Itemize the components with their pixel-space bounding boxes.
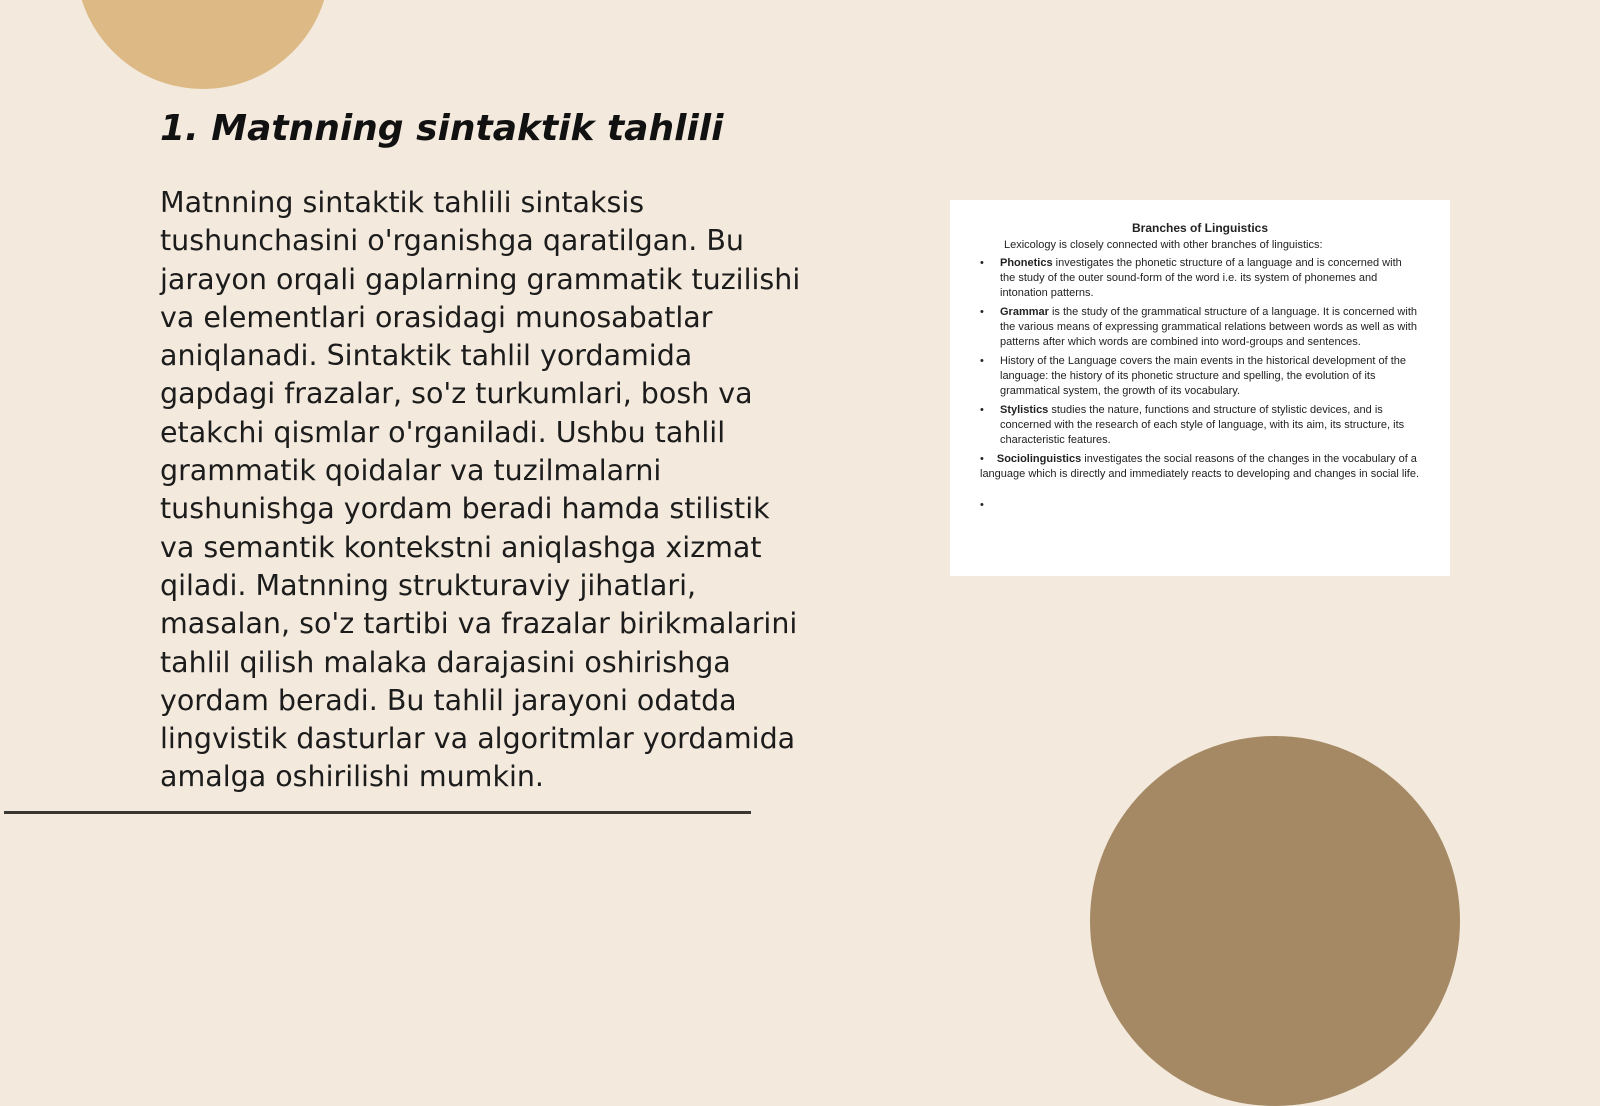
doc-item-term: Grammar: [1000, 306, 1049, 318]
doc-item-text: is the study of the grammatical structure of a language. It is concerned with the various means of expressing grammatical relations between words as well as with patterns after which words are combined into word-groups and sentences.: [1000, 306, 1417, 348]
doc-item-term: Phonetics: [1000, 257, 1053, 269]
doc-item-text: studies the nature, functions and structure of stylistic devices, and is concerned with the research of each style of language, with its aim, its structure, its characteristic features.: [1000, 404, 1405, 446]
linguistics-document-image: [950, 200, 1450, 576]
doc-item-text: investigates the social reasons of the changes in the vocabulary of a language which is directly and immediately reacts to developing and changes in social life.: [980, 453, 1420, 480]
doc-list-item-stylistics: [980, 403, 1420, 448]
doc-item-term: Sociolinguistics: [996, 453, 1082, 465]
doc-item-term: Stylistics: [1000, 404, 1049, 416]
doc-trailing-bullet: •: [980, 499, 984, 511]
doc-item-text: investigates the phonetic structure of a language and is concerned with the study of the outer sound-form of the word i.e. its system of phonemes and intonation patterns.: [1000, 257, 1402, 299]
doc-list-item-sociolinguistics: [980, 452, 1420, 482]
decorative-circle-top: [76, 0, 330, 89]
doc-list: [980, 256, 1420, 482]
divider-line: [4, 811, 751, 814]
doc-intro: Lexicology is closely connected with other branches of linguistics:: [1004, 239, 1323, 251]
slide-body-text: Matnning sintaktik tahlili sintaksis tushunchasini o'rganishga qaratilgan. Bu jarayon orqali gaplarning grammatik tuzilishi va elementlari orasidagi munosabatlar aniqlanadi. Sintaktik tahlil yordamida gapdagi frazalar, so'z turkumlari, bosh va etakchi qismlar o'rganiladi. Ushbu tahlil grammatik qoidalar va tuzilmalarni tushunishga yordam beradi hamda stilistik va semantik kontekstni aniqlashga xizmat qiladi. Matnning strukturaviy jihatlari, masalan, so'z tartibi va frazalar birikmalarini tahlil qilish malaka darajasini oshirishga yordam beradi. Bu tahlil jarayoni odatda lingvistik dasturlar va algoritmlar yordamida amalga oshirilishi mumkin.: [160, 186, 801, 794]
decorative-circle-bottom: [1090, 736, 1460, 1106]
doc-item-text: History of the Language covers the main events in the historical development of the language: the history of its phonetic structure and spelling, the evolution of its grammatical system, the growth of its vocabulary.: [1000, 355, 1407, 397]
doc-list-item-phonetics: [980, 256, 1420, 301]
doc-list-item-history: [980, 354, 1420, 399]
slide-title: 1. Matnning sintaktik tahlili: [160, 108, 724, 149]
doc-list-item-grammar: [980, 305, 1420, 350]
bullet-glyph: •: [980, 453, 984, 465]
doc-heading: Branches of Linguistics: [1131, 221, 1269, 235]
